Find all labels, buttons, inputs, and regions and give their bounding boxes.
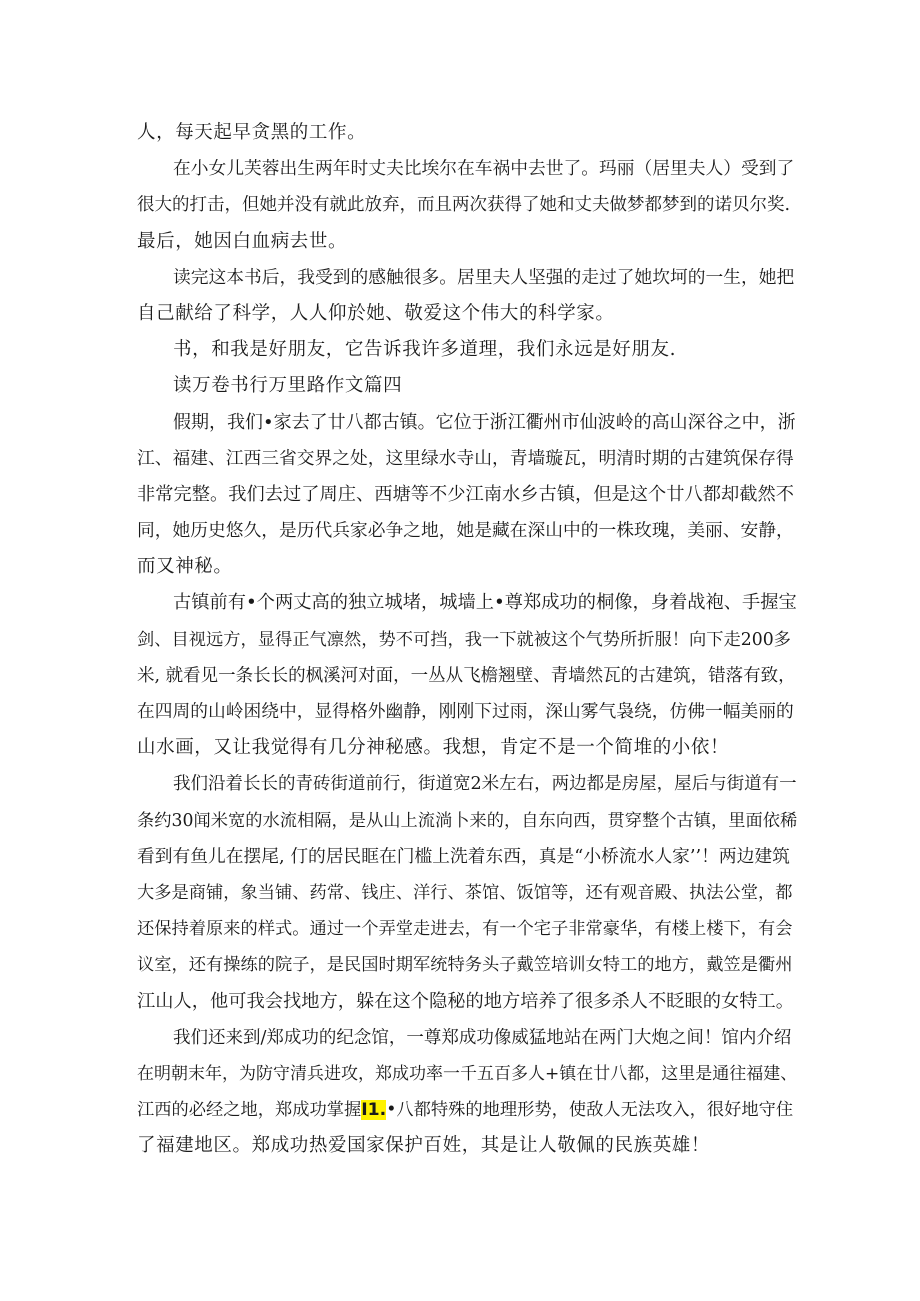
text-line: 江、福建、江西三省交界之处，这里绿水寺山，青墙璇瓦，明清时期的古建筑保存得 (137, 448, 794, 469)
text-segment: 江西的必经之地，郑成功掌握 (137, 1100, 362, 1121)
text-line: 议室，还有操练的院子，是民国时期军统特务头子戴笠培训女特工的地方，戴笠是衢州 (137, 955, 793, 976)
text-line: 剑、目视远方，显得正气凛然，势不可挡，我一下就被这个气势所折服！向下走200多 (137, 629, 791, 650)
text-line: 同，她历史悠久，是历代兵家必争之地，她是藏在深山中的一株玫瑰，美丽、安静， (137, 521, 794, 542)
section-title: 读万卷书行万里路作文篇四 (173, 375, 403, 397)
text-line: 在四周的山岭困绕中，显得格外幽静，刚刚下过雨，深山雾气袅绕，仿佛一幅美丽的 (137, 702, 794, 722)
text-line: 了福建地区。郑成功热爱国家保护百姓，其是让人敬佩的民族英雄！ (137, 1135, 711, 1157)
paragraph-start: 假期，我们•家去了廿八都古镇。它位于浙江衢州市仙波岭的高山深谷之中，浙 (173, 411, 796, 433)
document-page (137, 115, 797, 1164)
text-line: 大多是商铺，象当铺、药常、钱庄、洋行、茶馆、饭馆等，还有观音殿、执法公堂，都 (137, 882, 793, 903)
text-line: 看到有鱼儿在摆尾, 仃的居民眶在门槛上洗着东西，真是“小桥流水人家’’！两边建筑 (137, 846, 790, 867)
paragraph-start: 我们沿着长长的青砖街道前行，街道宽2米左右，两边都是房屋，屋后与街道有一 (173, 774, 797, 795)
text-line-with-highlight (137, 1092, 797, 1128)
paragraph-start: 古镇前有•个两丈高的独立城堵，城墙上•尊郑成功的桐像，身着战袍、手握宝 (173, 592, 797, 614)
text-line: 而又神秘。 (137, 556, 233, 578)
text-line: 在明朝末年，为防守清兵进攻，郑成功率一千五百多人+镇在廿八都，这里是通往福建、 (137, 1063, 798, 1084)
text-line: 非常完整。我们去过了周庄、西塘等不少江南水乡古镇，但是这个廿八都却截然不 (137, 483, 794, 505)
paragraph-start: 读完这本书后，我受到的感触很多。居里夫人坚强的走过了她坎坷的一生，她把 (173, 267, 795, 288)
text-line: 最后，她因白血病去世。 (137, 230, 348, 252)
text-line: 很大的打击，但她并没有就此放弃，而且两次获得了她和丈夫做梦都梦到的诺贝尔奖. (137, 195, 791, 216)
text-line: 米, 就看见一条长长的枫溪河对面，一丛从飞檐翘壁、青墙然瓦的古建筑，错落有致， (137, 665, 796, 686)
text-line: 自己献给了科学，人人仰於她、敬爱这个伟大的科学家。 (137, 302, 615, 324)
text-line: 山水画，又让我觉得有几分神秘感。我想，肯定不是一个简堆的小依！ (137, 737, 730, 759)
paragraph-start: 在小女儿芙蓉出生两年时丈夫比埃尔在车祸中去世了。玛丽（居里夫人）受到了 (173, 159, 795, 180)
paragraph-start: 我们还来到/郑成功的纪念馆，一尊郑成功像威猛地站在两门大炮之间！馆内介绍 (173, 1027, 792, 1048)
text-segment: •八都特殊的地理形势，使敌人无法攻入，很好地守住 (386, 1100, 794, 1121)
text-line: 条约30闻米宽的水流相隔，是从山上流淌卜来的，自东向西，贯穿整个古镇，里面依稀 (137, 810, 798, 831)
text-line: 人，每天起早贪黑的工作。 (137, 122, 367, 143)
highlighted-text: I1. (361, 1100, 387, 1121)
paragraph-start: 书，和我是好朋友，它告诉我许多道理，我们永远是好朋友. (173, 339, 677, 361)
text-line: 江山人，他可我会找地方，躲在这个隐秘的地方培养了很多杀人不眨眼的女特工。 (137, 990, 794, 1012)
text-line: 还保持着原来的样式。通过一个弄堂走进去，有一个宅子非常豪华，有楼上楼下，有会 (137, 919, 793, 940)
